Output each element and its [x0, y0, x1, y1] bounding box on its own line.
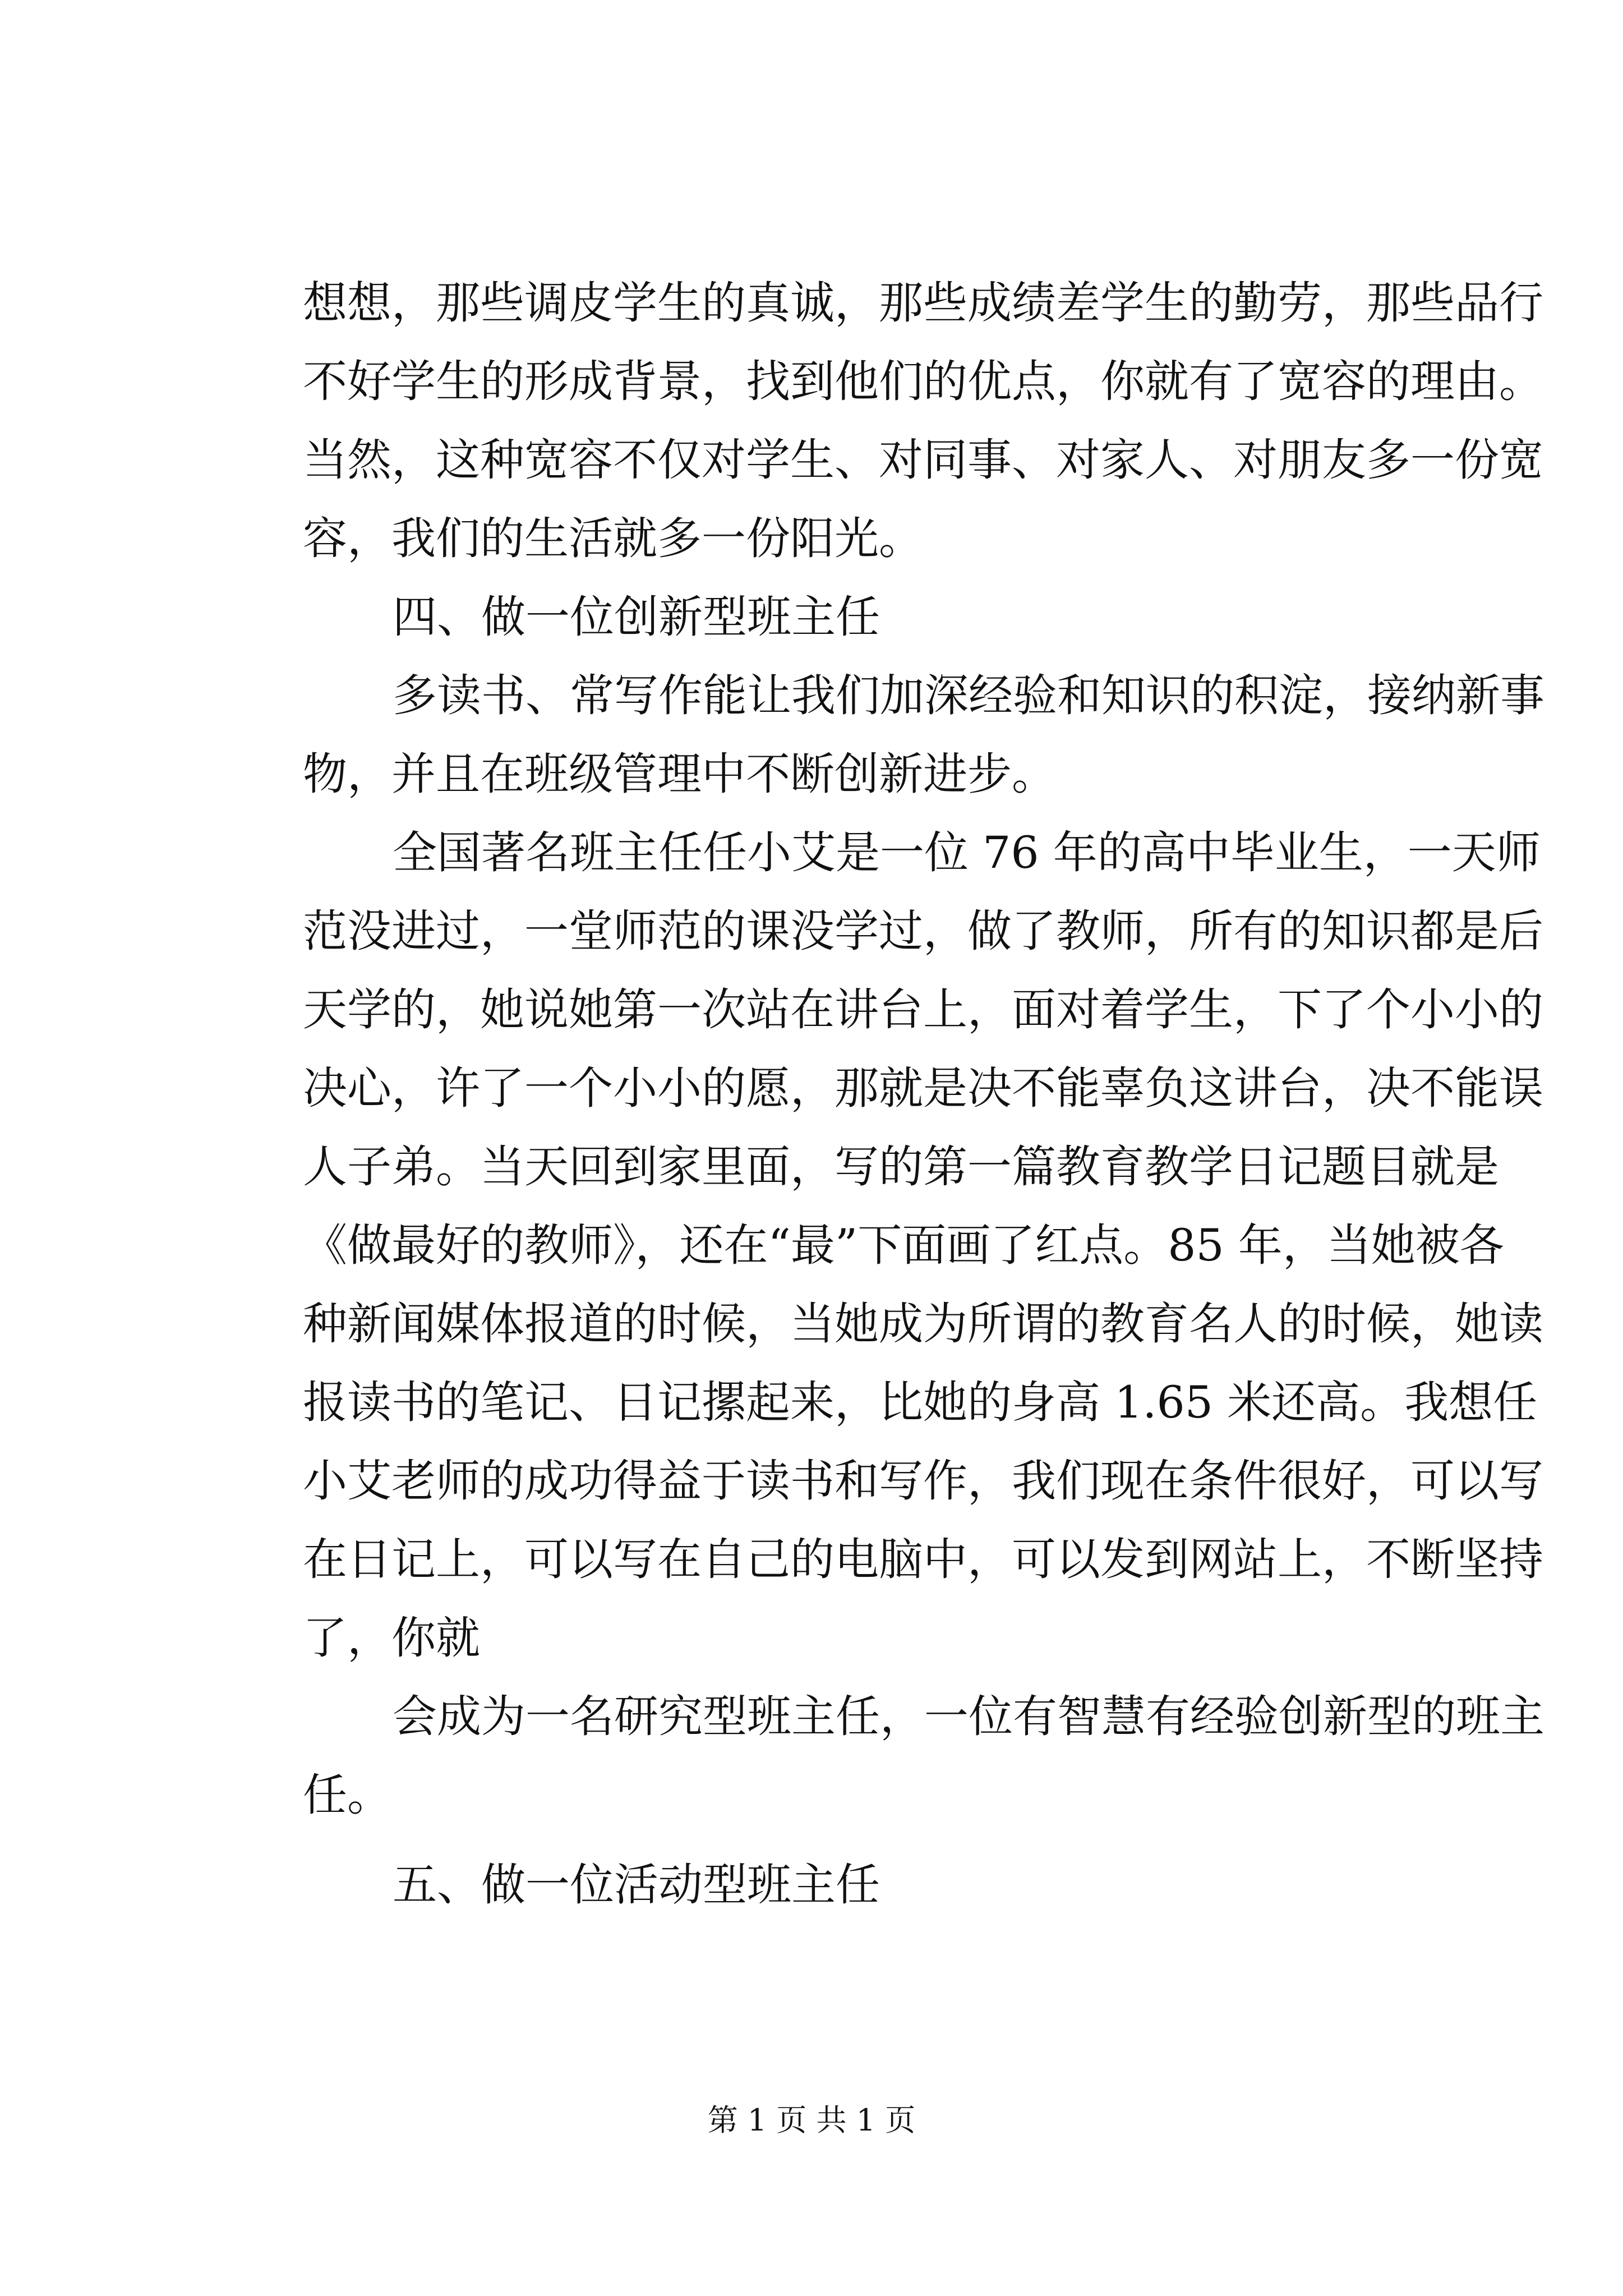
text-line: 人子弟。当天回到家里面，写的第一篇教育教学日记题目就是 — [303, 1141, 1499, 1193]
text-line: 决心，许了一个小小的愿，那就是决不能辜负这讲台，决不能误 — [303, 1062, 1543, 1114]
text-line: 《做最好的教师》，还在“最”下面画了红点。85 年，当她被各 — [303, 1220, 1504, 1271]
text-line: 当然，这种宽容不仅对学生、对同事、对家人、对朋友多一份宽 — [303, 434, 1543, 486]
section-heading-five — [303, 1846, 1424, 1924]
paragraph-ren-xiaoai — [303, 813, 1543, 1677]
spacer — [303, 1834, 1424, 1846]
text-line: 在日记上，可以写在自己的电脑中，可以发到网站上，不断坚持 — [303, 1534, 1543, 1585]
text-line: 小艾老师的成功得益于读书和写作，我们现在条件很好，可以写 — [303, 1455, 1543, 1507]
text-line: 天学的，她说她第一次站在讲台上，面对着学生，下了个小小的 — [303, 984, 1543, 1036]
section-heading: 四、做一位创新型班主任 — [393, 591, 880, 643]
text-line: 多读书、常写作能让我们加深经验和知识的积淀，接纳新事 — [393, 670, 1544, 721]
text-line: 任。 — [303, 1769, 391, 1821]
page-number-label: 第 1 页 共 1 页 — [707, 2102, 916, 2138]
paragraph-reading-writing — [303, 656, 1544, 813]
section-heading: 五、做一位活动型班主任 — [393, 1859, 880, 1911]
text-line: 了，你就 — [303, 1612, 480, 1664]
text-line: 容，我们的生活就多一份阳光。 — [303, 513, 923, 564]
text-line: 会成为一名研究型班主任，一位有智慧有经验创新型的班主 — [393, 1691, 1544, 1742]
text-line: 全国著名班主任任小艾是一位 76 年的高中毕业生，一天师 — [393, 827, 1541, 878]
document-body — [303, 264, 1544, 1924]
text-line: 种新闻媒体报道的时候，当她成为所谓的教育名人的时候，她读 — [303, 1298, 1543, 1350]
text-line: 想想，那些调皮学生的真诚，那些成绩差学生的勤劳，那些品行 — [303, 277, 1543, 329]
page-footer — [0, 2098, 1623, 2143]
text-line: 不好学生的形成背景，找到他们的优点，你就有了宽容的理由。 — [303, 356, 1543, 407]
section-heading-four — [303, 578, 1424, 656]
paragraph-research-teacher — [303, 1677, 1544, 1834]
paragraph-tolerance-end — [303, 264, 1543, 578]
text-line: 报读书的笔记、日记摞起来，比她的身高 1.65 米还高。我想任 — [303, 1377, 1538, 1428]
text-line: 物，并且在班级管理中不断创新进步。 — [303, 748, 1056, 800]
text-line: 范没进过，一堂师范的课没学过，做了教师，所有的知识都是后 — [303, 905, 1543, 957]
